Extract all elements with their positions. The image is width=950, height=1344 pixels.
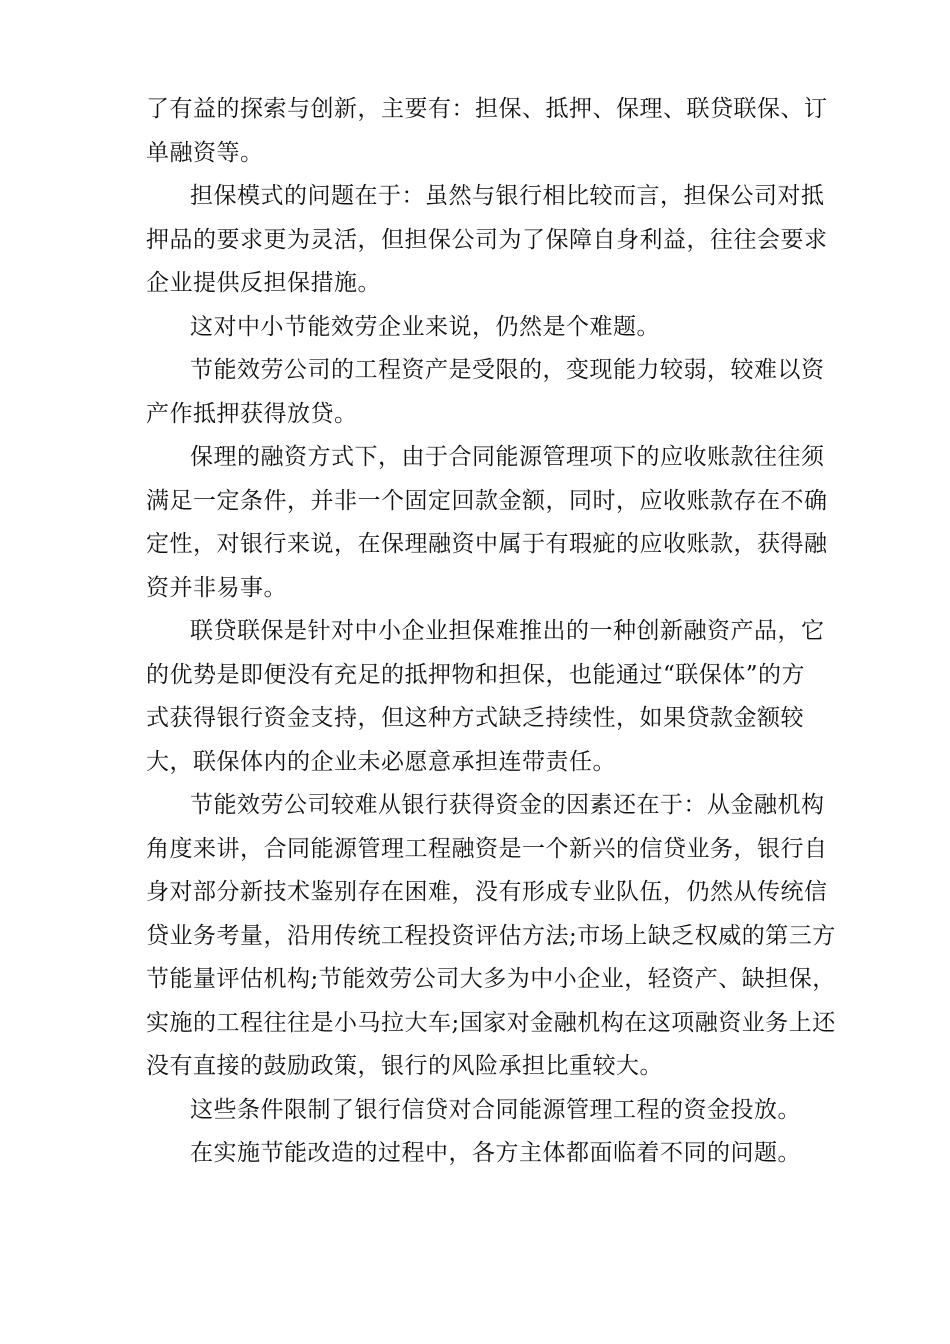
paragraph-8 [146, 1089, 806, 1133]
text-line [146, 610, 825, 654]
text-line-content: 保理的融资方式下，由于合同能源管理项下的应收账款往往须 [190, 444, 825, 470]
text-line-content: 联贷联保是针对中小企业担保难推出的一种创新融资产品，它 [190, 618, 825, 644]
paragraph-9 [146, 1132, 806, 1176]
text-line-content: 这些条件限制了银行信贷对合同能源管理工程的资金投放。 [190, 1096, 801, 1123]
text-line: 贷业务考量，沿用传统工程投资评估方法;市场上缺乏权威的第三方 [146, 922, 836, 949]
paragraph-1 [146, 88, 828, 175]
text-line [146, 1089, 806, 1133]
document-body [146, 88, 836, 1176]
text-line: 满足一定条件，并非一个固定回款金额，同时，应收账款存在不确 [146, 487, 828, 514]
text-line: 资并非易事。 [146, 574, 287, 601]
text-line: 押品的要求更为灵活，但担保公司为了保障自身利益，往往会要求 [146, 226, 828, 253]
text-line [146, 349, 825, 393]
paragraph-7 [146, 784, 836, 1089]
text-line-content: 这对中小节能效劳企业来说，仍然是个难题。 [190, 313, 660, 340]
text-line [146, 784, 825, 828]
text-line: 定性，对银行来说，在保理融资中属于有瑕疵的应收账款，获得融 [146, 531, 828, 557]
text-line: 大，联保体内的企业未必愿意承担连带责任。 [146, 748, 616, 775]
text-line: 产作抵押获得放贷。 [146, 400, 358, 427]
text-line: 实施的工程往往是小马拉大车;国家对金融机构在这项融资业务上还 [146, 1009, 836, 1036]
text-line-content: 担保模式的问题在于：虽然与银行相比较而言，担保公司对抵 [190, 183, 825, 209]
text-line: 单融资等。 [146, 139, 264, 166]
text-line-content: 节能效劳公司较难从银行获得资金的因素还在于：从金融机构 [190, 792, 825, 818]
text-line [146, 1132, 806, 1176]
paragraph-6 [146, 610, 825, 784]
text-line: 式获得银行资金支持，但这种方式缺乏持续性，如果贷款金额较 [146, 705, 804, 731]
paragraph-4 [146, 349, 825, 436]
text-line: 没有直接的鼓励政策，银行的风险承担比重较大。 [146, 1053, 663, 1079]
text-line: 节能量评估机构;节能效劳公司大多为中小企业，轻资产、缺担保， [146, 966, 836, 992]
text-line [146, 436, 825, 480]
text-line-content: 节能效劳公司的工程资产是受限的，变现能力较弱，较难以资 [190, 357, 825, 383]
text-line [146, 175, 825, 219]
paragraph-3 [146, 306, 806, 350]
text-line: 了有益的探索与创新，主要有：担保、抵押、保理、联贷联保、订 [146, 96, 828, 122]
paragraph-5 [146, 436, 828, 610]
text-line [146, 306, 806, 350]
paragraph-2 [146, 175, 828, 306]
text-line: 角度来讲，合同能源管理工程融资是一个新兴的信贷业务，银行自 [146, 835, 828, 862]
text-line-content: 在实施节能改造的过程中，各方主体都面临着不同的问题。 [190, 1140, 801, 1166]
text-line: 企业提供反担保措施。 [146, 270, 381, 296]
text-line: 的优势是即便没有充足的抵押物和担保，也能通过“联保体”的方 [146, 661, 806, 688]
text-line: 身对部分新技术鉴别存在困难，没有形成专业队伍，仍然从传统信 [146, 879, 828, 905]
